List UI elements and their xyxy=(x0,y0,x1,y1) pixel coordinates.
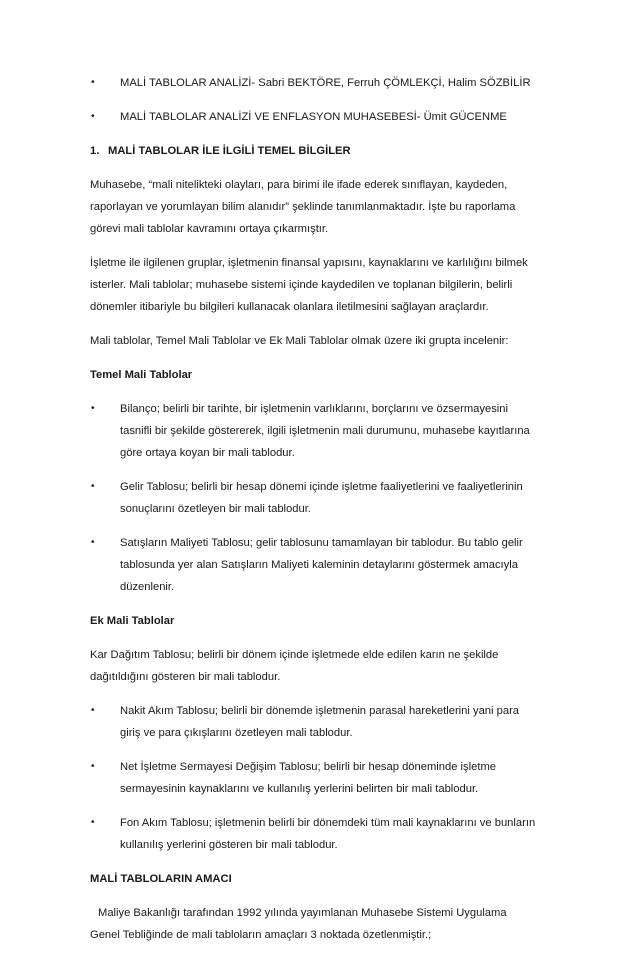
list-item xyxy=(90,398,560,464)
paragraph-line: raporlayan ve yorumlayan bilim alanıdır” şeklinde tanımlanmaktadır. İşte bu raporlama xyxy=(90,201,516,213)
subheading-temel: Temel Mali Tablolar xyxy=(90,369,193,381)
paragraph-amac xyxy=(90,902,560,946)
bullet-icon: • xyxy=(91,761,95,772)
paragraph-line: dönemler itibariyle bu bilgileri kullanacak olanlara iletilmesini sağlayan araçlardır. xyxy=(90,301,489,313)
paragraph-groups xyxy=(90,330,560,352)
subheading-amac: MALİ TABLOLARIN AMACI xyxy=(90,873,232,885)
reference-text: MALİ TABLOLAR ANALİZİ- Sabri BEKTÖRE, Ferruh ÇÖMLEKÇİ, Halim SÖZBİLİR xyxy=(120,77,531,89)
paragraph-line: Mali tablolar, Temel Mali Tablolar ve Ek Mali Tablolar olmak üzere iki grupta incelenir: xyxy=(90,335,509,347)
bullet-icon: • xyxy=(91,705,95,716)
reference-item xyxy=(90,72,560,94)
bullet-icon: • xyxy=(91,817,95,828)
reference-item xyxy=(90,106,560,128)
section-number: 1. xyxy=(90,145,100,157)
list-line: düzenlenir. xyxy=(120,581,175,593)
bullet-icon: • xyxy=(91,481,95,492)
reference-text: MALİ TABLOLAR ANALİZİ VE ENFLASYON MUHASEBESİ- Ümit GÜCENME xyxy=(120,111,507,123)
bullet-icon: • xyxy=(91,403,95,414)
list-line: Bilanço; belirli bir tarihte, bir işletmenin varlıklarını, borçlarını ve özsermayesini xyxy=(120,403,508,415)
bullet-icon: • xyxy=(91,111,95,122)
list-item xyxy=(90,476,560,520)
ek-list xyxy=(90,700,560,856)
paragraph-line: Muhasebe, “mali nitelikteki olayları, para birimi ile ifade ederek sınıflayan, kaydeden, xyxy=(90,179,508,191)
paragraph-definition xyxy=(90,174,560,240)
paragraph-line: görevi mali tablolar kavramını ortaya çıkarmıştır. xyxy=(90,223,329,235)
section-title: MALİ TABLOLAR İLE İLGİLİ TEMEL BİLGİLER xyxy=(108,145,351,157)
list-item xyxy=(90,532,560,598)
paragraph-line: Genel Tebliğinde de mali tabloların amaçları 3 noktada özetlenmiştir.; xyxy=(90,929,432,941)
paragraph-line: dağıtıldığını gösteren bir mali tablodur. xyxy=(90,671,281,683)
list-line: sonuçlarını özetleyen bir mali tablodur. xyxy=(120,503,311,515)
list-line: tasnifli bir şekilde göstererek, ilgili işletmenin mali durumunu, muhasebe kayıtlarına xyxy=(120,425,530,437)
bullet-icon: • xyxy=(91,537,95,548)
temel-list xyxy=(90,398,560,598)
paragraph-kar-dagitim xyxy=(90,644,560,688)
document-page xyxy=(90,72,560,958)
list-line: tablosunda yer alan Satışların Maliyeti kaleminin detaylarını göstermek amacıyla xyxy=(120,559,518,571)
list-item xyxy=(90,700,560,744)
list-line: göre ortaya koyan bir mali tablodur. xyxy=(120,447,295,459)
paragraph-line: Kar Dağıtım Tablosu; belirli bir dönem içinde işletmede elde edilen karın ne şekilde xyxy=(90,649,499,661)
list-line: Fon Akım Tablosu; işletmenin belirli bir dönemdeki tüm mali kaynaklarını ve bunların xyxy=(120,817,536,829)
paragraph-line: Maliye Bakanlığı tarafından 1992 yılında yayımlanan Muhasebe Sistemi Uygulama xyxy=(98,907,507,919)
bullet-icon: • xyxy=(91,77,95,88)
paragraph-purpose xyxy=(90,252,560,318)
list-item xyxy=(90,756,560,800)
list-line: giriş ve para çıkışlarını özetleyen mali tablodur. xyxy=(120,727,353,739)
reference-list xyxy=(90,72,560,128)
paragraph-line: İşletme ile ilgilenen gruplar, işletmenin finansal yapısını, kaynaklarını ve karlılığını bilmek xyxy=(90,257,528,269)
paragraph-line: isterler. Mali tablolar; muhasebe sistemi içinde kaydedilen ve toplanan bilgilerin, belirli xyxy=(90,279,513,291)
list-item xyxy=(90,812,560,856)
list-line: Net İşletme Sermayesi Değişim Tablosu; belirli bir hesap döneminde işletme xyxy=(120,761,496,773)
list-line: Gelir Tablosu; belirli bir hesap dönemi içinde işletme faaliyetlerini ve faaliyetlerinin xyxy=(120,481,523,493)
list-line: Satışların Maliyeti Tablosu; gelir tablosunu tamamlayan bir tablodur. Bu tablo gelir xyxy=(120,537,523,549)
subheading-ek: Ek Mali Tablolar xyxy=(90,615,175,627)
list-line: sermayesinin kaynaklarını ve kullanılış yerlerini belirten bir mali tablodur. xyxy=(120,783,479,795)
list-line: Nakit Akım Tablosu; belirli bir dönemde işletmenin parasal hareketlerini yani para xyxy=(120,705,520,717)
list-line: kullanılış yerlerini gösteren bir mali tablodur. xyxy=(120,839,338,851)
section-heading xyxy=(90,140,560,162)
